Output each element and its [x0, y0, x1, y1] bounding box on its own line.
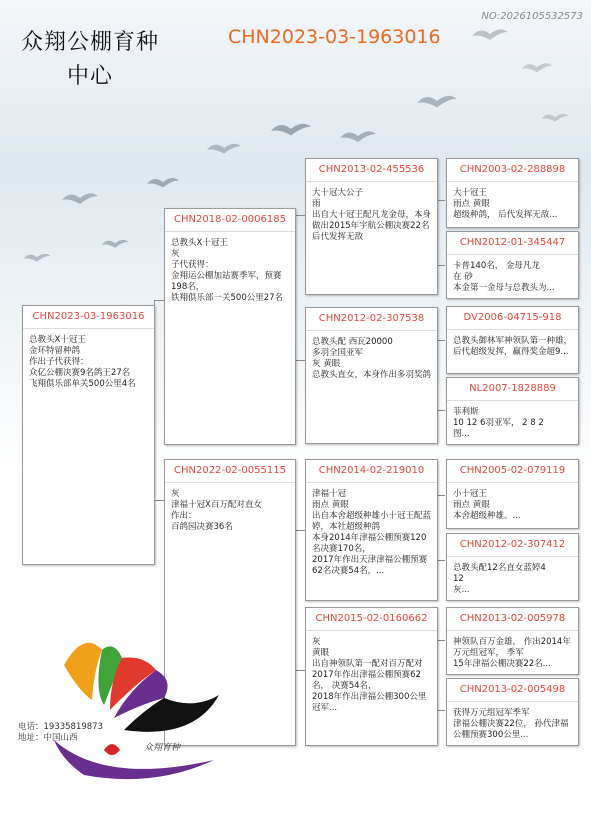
address-row	[18, 733, 103, 744]
connector-line	[437, 265, 445, 266]
bird-icon	[540, 110, 570, 124]
connector-line	[437, 710, 445, 711]
pigeon-description: 总教头配 西瓦20000 多羽全国亚军 灰 黄眼 总教头直女，本身作出多羽奖鸽	[312, 337, 432, 380]
connector-line	[295, 215, 305, 216]
pigeon-description: 津福十冠 雨点 黄眼 出自本舍超级种雄小十冠王配蓝婷，本社超级种鸽 本身2014年津福公棚预赛120名决赛170名， 2017年作出天津津福公棚预赛62名决赛54名，...	[312, 489, 432, 576]
contact-info	[18, 722, 103, 744]
org-name: 众翔公棚育种中心	[20, 30, 159, 89]
ring-number: CHN2015-02-0160662	[306, 608, 437, 631]
ring-number: CHN2012-02-307412	[447, 534, 578, 557]
connector-line	[437, 495, 445, 496]
bird-icon	[60, 190, 100, 208]
bird-icon	[145, 175, 181, 191]
pigeon-card-dam-sire[interactable]	[305, 459, 438, 601]
ring-number: DV2006-04715-918	[447, 307, 578, 330]
connector-line	[437, 340, 445, 341]
bird-icon	[268, 120, 314, 140]
ring-number: CHN2013-02-455536	[306, 159, 437, 182]
phone-row	[18, 722, 103, 733]
address-label: 地址：	[18, 733, 44, 743]
pigeon-description: 获得万元组冠军季军 津福公棚决赛22位， 孙代津福公棚预赛300公里...	[453, 708, 569, 740]
bird-icon	[470, 26, 510, 44]
pigeon-description: 大十冠王 雨点 黄眼 超级种鸽， 后代发挥无敌...	[453, 188, 558, 220]
bird-icon	[415, 92, 459, 112]
pigeon-card-sdd[interactable]	[446, 377, 579, 445]
connector-line	[437, 640, 445, 641]
connector-line	[154, 300, 164, 301]
pigeon-card-sire[interactable]	[164, 208, 296, 445]
pigeon-card-ssd[interactable]	[446, 231, 579, 299]
pigeon-description: 总教头配12名直女蓝婷4 12 灰...	[453, 563, 546, 595]
connector-line	[295, 360, 305, 361]
ring-number: NL2007-1828889	[447, 378, 578, 401]
pigeon-description: 菲利斯 10 12 6羽亚军， 2 8 2 图...	[453, 407, 544, 439]
ring-number: CHN2013-02-005978	[447, 608, 578, 631]
ring-number-title: CHN2023-03-1963016	[228, 26, 441, 48]
ring-number: CHN2014-02-219010	[306, 460, 437, 483]
bird-icon	[205, 140, 243, 158]
ring-number: CHN2003-02-288898	[447, 159, 578, 182]
ring-number: CHN2013-02-005498	[447, 679, 578, 702]
bird-icon	[338, 128, 378, 146]
pigeon-description: 灰 津福十冠X百万配对直女 作出： 百鸽园决赛36名	[171, 489, 262, 532]
pigeon-card-dsd[interactable]	[446, 533, 579, 601]
pigeon-card-sss[interactable]	[446, 158, 579, 228]
logo-text: 众翔育种	[144, 743, 181, 753]
connector-line	[295, 530, 305, 531]
pigeon-description: 总教头X十冠王 金环特留种鸽 作出子代获得： 众亿公棚决赛9名鸽王27名 飞翔俱乐部单关500公里4名	[29, 335, 136, 389]
pigeon-description: 小十冠王 雨点 黄眼 本舍超级种雄。...	[453, 489, 521, 521]
connector-line	[154, 500, 164, 501]
pigeon-card-ddd[interactable]	[446, 678, 579, 746]
pigeon-description: 灰 黄眼 出自神领队第一配对百万配对 2017年作出津福公棚预赛62名， 决赛54名， 2018年作出津福公棚300公里冠军...	[312, 637, 427, 713]
pigeon-card-dss[interactable]	[446, 459, 579, 529]
bird-icon	[520, 60, 554, 76]
pigeon-description: 卡普140名， 金母凡龙 在 砂 本金第一金母与总教头为...	[453, 261, 555, 293]
connector-line	[437, 560, 445, 561]
connector-line	[437, 410, 445, 411]
address-value: 中国山西	[43, 733, 78, 743]
phone-label: 电话：	[18, 722, 44, 732]
connector-line	[437, 200, 445, 201]
certificate-number: NO:2026105532573	[481, 11, 583, 22]
pigeon-card-sire-dam[interactable]	[305, 307, 438, 444]
pigeon-card-dam-dam[interactable]	[305, 607, 438, 746]
ring-number: CHN2012-01-345447	[447, 232, 578, 255]
pigeon-description: 总教头御林军神领队第一种雄，后代超级发挥，赢得奖金超9...	[453, 336, 573, 357]
pigeon-description: 神领队百万金雄， 作出2014年万元组冠军， 季军 15年津福公棚决赛22名...	[453, 637, 571, 669]
ring-number: CHN2023-03-1963016	[23, 306, 154, 329]
pigeon-card-sire-sire[interactable]	[305, 158, 438, 295]
bird-icon	[100, 236, 130, 250]
pigeon-description: 总教头X十冠王 灰 子代获得： 金翔运公棚加站赛季军，预赛198名， 铁翔俱乐部一关500公里27名	[171, 238, 284, 303]
ring-number: CHN2022-02-0055115	[165, 460, 295, 483]
org-logo	[44, 610, 234, 790]
connector-line	[295, 670, 305, 671]
ring-number: CHN2012-02-307538	[306, 308, 437, 331]
pigeon-card-dds[interactable]	[446, 607, 579, 675]
pigeon-description: 大十冠大公子 雨 出自大十冠王配凡龙金母，本身做出2015年宇航公棚决赛22名后代发挥无敌	[312, 188, 432, 242]
ring-number: CHN2005-02-079119	[447, 460, 578, 483]
ring-number: CHN2018-02-0006185	[165, 209, 295, 232]
pigeon-card-sds[interactable]	[446, 306, 579, 374]
pigeon-card-self[interactable]	[22, 305, 155, 565]
bird-icon	[22, 250, 52, 264]
phone-number: 19335819873	[43, 722, 104, 732]
